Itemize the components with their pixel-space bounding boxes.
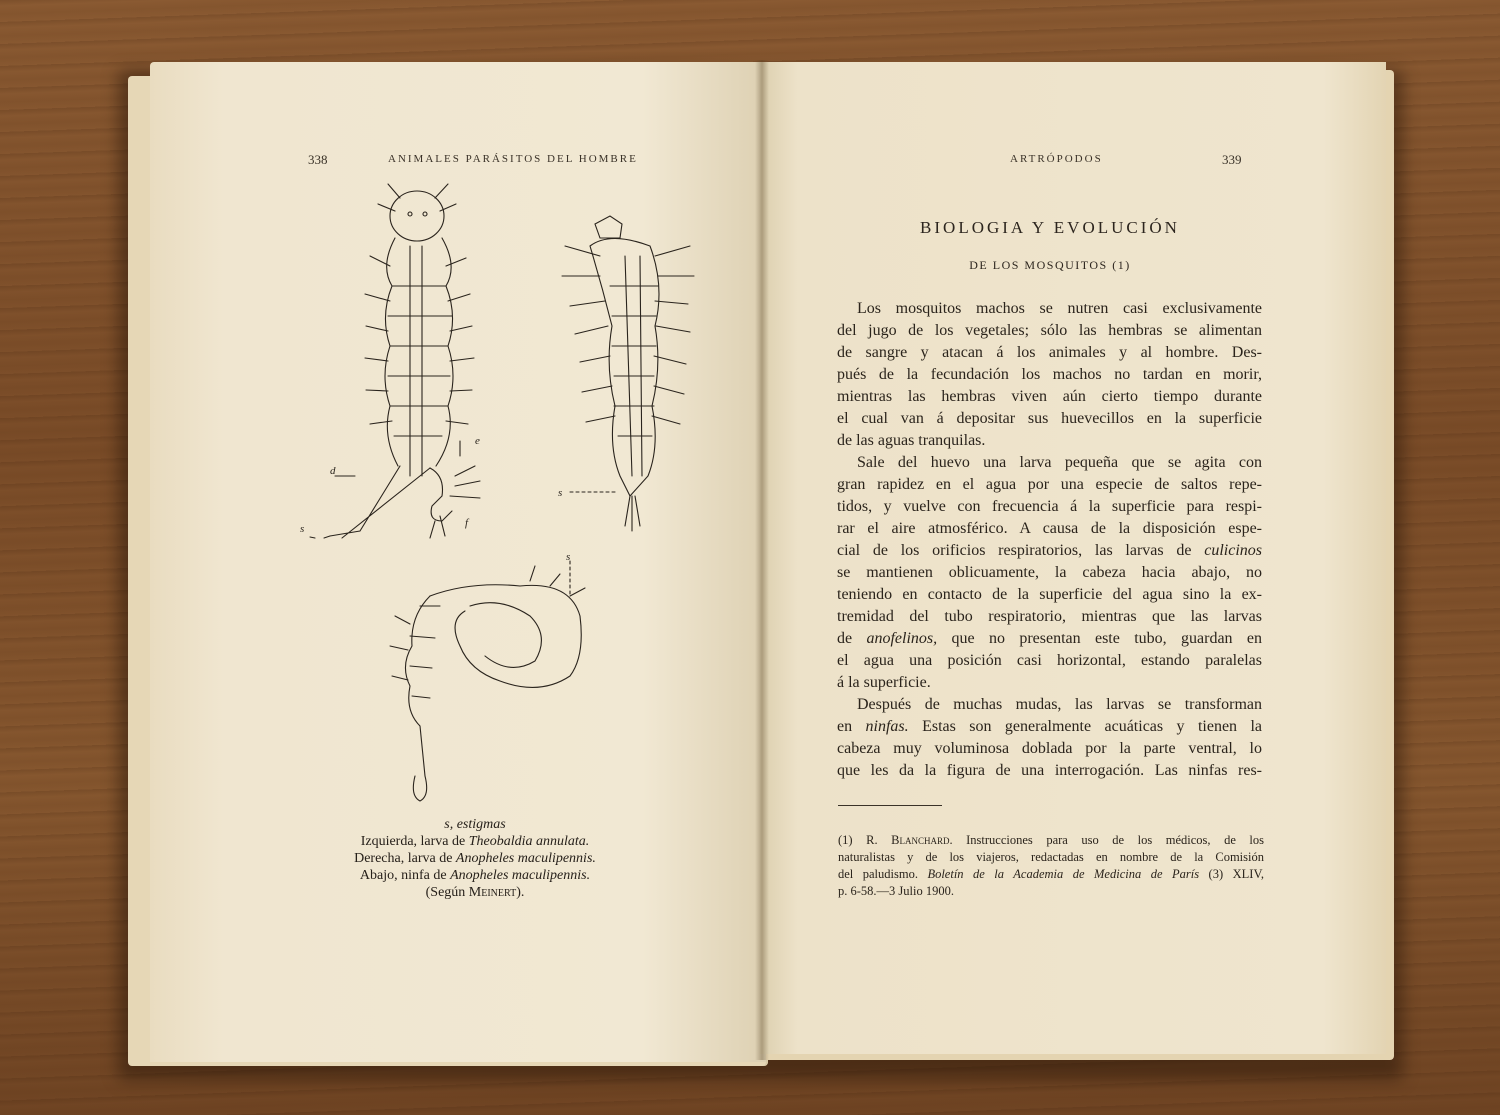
chapter-subtitle: DE LOS MOSQUITOS (1) bbox=[969, 258, 1131, 272]
p2-line-10: el agua una posición casi horizontal, estando paralelas bbox=[837, 652, 1262, 669]
left-page-number: 338 bbox=[308, 152, 328, 167]
label-f: f bbox=[465, 517, 469, 529]
footnote-rule bbox=[838, 805, 942, 806]
caption-line-2: Izquierda, larva de Theobaldia annulata. bbox=[360, 834, 590, 849]
footnote bbox=[838, 832, 1264, 900]
footnote-line-4: p. 6-58.—3 Julio 1900. bbox=[838, 884, 954, 898]
figure-caption bbox=[310, 816, 640, 901]
caption-line-3: Derecha, larva de Anopheles maculipennis. bbox=[354, 851, 596, 866]
body-text bbox=[837, 298, 1262, 782]
footnote-line-3: del paludismo. Boletín de la Academia de Medicina de París (3) XLIV, bbox=[838, 867, 1264, 881]
mosquito-larvae-figure bbox=[270, 176, 720, 816]
p2-line-6: se mantienen oblicuamente, la cabeza hacia abajo, no bbox=[837, 564, 1262, 581]
p1-line-7: de las aguas tranquilas. bbox=[837, 432, 986, 449]
anopheles-larva-drawing bbox=[562, 216, 694, 531]
caption-line-5: (Según Meinert). bbox=[425, 885, 525, 900]
p2-line-5: cial de los orificios respiratorios, las larvas de culicinos bbox=[837, 542, 1262, 559]
p1-line-2: del jugo de los vegetales; sólo las hembras se alimentan bbox=[837, 322, 1262, 339]
p1-line-6: el cual van á depositar sus huevecillos en la superficie bbox=[837, 410, 1262, 427]
p3-line-4: que les da la figura de una interrogación. Las ninfas res- bbox=[837, 762, 1262, 779]
right-page-number: 339 bbox=[1222, 152, 1242, 167]
p1-line-1: Los mosquitos machos se nutren casi exclusivamente bbox=[857, 300, 1262, 317]
label-s-right: s bbox=[558, 487, 563, 499]
footnote-line-1: (1) R. Blanchard. Instrucciones para uso de los médicos, de los bbox=[838, 833, 1264, 847]
p3-line-3: cabeza muy voluminosa doblada por la parte ventral, lo bbox=[837, 740, 1262, 757]
label-s-bottom: s bbox=[566, 551, 571, 563]
p3-line-1: Después de muchas mudas, las larvas se transforman bbox=[857, 696, 1262, 713]
p2-line-9: de anofelinos, que no presentan este tubo, guardan en bbox=[837, 630, 1263, 647]
p1-line-3: de sangre y atacan á los animales y al hombre. Des- bbox=[837, 344, 1262, 361]
footnote-line-2: naturalistas y de los viajeros, redactadas en nombre de la Comisión bbox=[838, 850, 1264, 864]
label-d: d bbox=[330, 465, 336, 477]
label-s-left: s bbox=[300, 523, 305, 535]
p2-line-3: tidos, y vuelve con frecuencia á la superficie para respi- bbox=[837, 498, 1262, 515]
left-running-head: ANIMALES PARÁSITOS DEL HOMBRE bbox=[388, 153, 638, 165]
right-running-head: ARTRÓPODOS bbox=[1010, 153, 1103, 165]
p2-line-2: gran rapidez en el agua por una especie de saltos repe- bbox=[837, 476, 1262, 493]
chapter-title: BIOLOGIA Y EVOLUCIÓN bbox=[920, 218, 1180, 237]
p1-line-5: mientras las hembras viven aún cierto tiempo durante bbox=[837, 388, 1262, 405]
p2-line-8: tremidad del tubo respiratorio, mientras que las larvas bbox=[837, 608, 1262, 625]
anopheles-nymph-drawing bbox=[390, 561, 585, 801]
p2-line-1: Sale del huevo una larva pequeña que se agita con bbox=[857, 454, 1262, 471]
theobaldia-larva-drawing bbox=[310, 184, 480, 538]
caption-line-4: Abajo, ninfa de Anopheles maculipennis. bbox=[359, 868, 591, 883]
caption-line-1: s, estigmas bbox=[444, 817, 506, 832]
p2-line-4: rar el aire atmosférico. A causa de la disposición espe- bbox=[837, 520, 1262, 537]
p1-line-4: pués de la fecundación los machos no tardan en morir, bbox=[837, 366, 1262, 383]
label-e: e bbox=[475, 435, 480, 447]
book-gutter bbox=[755, 60, 769, 1060]
p3-line-2: en ninfas. Estas son generalmente acuáticas y tienen la bbox=[837, 718, 1263, 735]
p2-line-7: teniendo en contacto de la superficie del agua sino la ex- bbox=[837, 586, 1262, 603]
p2-line-11: á la superficie. bbox=[837, 674, 931, 691]
